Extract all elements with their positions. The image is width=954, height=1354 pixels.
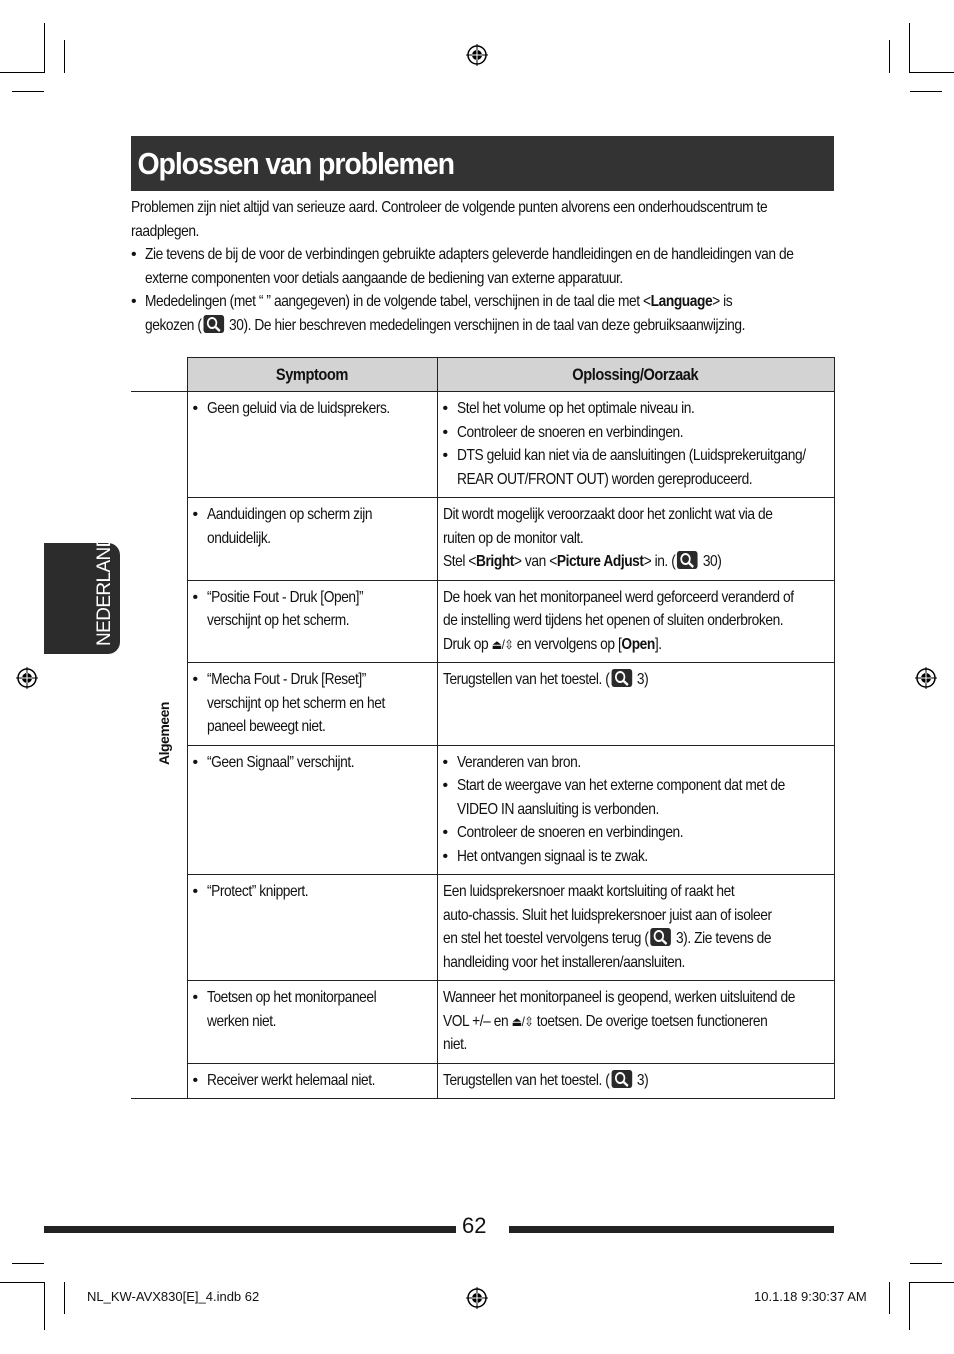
solution-text: De hoek van het monitorpaneel werd geforceerd veranderd of	[442, 588, 794, 606]
print-slug-date: 10.1.18 9:30:37 AM	[754, 1289, 867, 1304]
solution-text: Controleer de snoeren en verbindingen.	[456, 824, 683, 841]
table-row	[131, 875, 834, 981]
crop-mark	[910, 72, 954, 73]
category-label: Algemeen	[156, 702, 172, 765]
symptom-text: Aanduidingen op scherm zijn	[206, 506, 372, 523]
crop-mark	[909, 1282, 910, 1330]
troubleshooting-table	[131, 357, 835, 1099]
crop-mark	[909, 23, 910, 73]
solution-text: auto-chassis. Sluit het luidsprekersnoer juist aan of isoleer	[442, 906, 772, 924]
crop-mark	[0, 1282, 44, 1283]
crop-mark	[12, 1263, 44, 1264]
solution-text: DTS geluid kan niet via de aansluitingen (Luidsprekeruitgang/	[456, 447, 806, 464]
intro-bullet-text: 30). De hier beschreven mededelingen verschijnen in de taal van deze gebruiksaanwijzing.	[225, 316, 745, 334]
crop-mark	[889, 1282, 890, 1314]
solution-text: Veranderen van bron.	[456, 753, 581, 771]
solution-cell: • Veranderen van bron. • Start de weergave van het externe component dat met de VIDEO IN aansluiting is verbonden. • Controleer de snoeren en verbindingen. • Het ontvangen signaal is te zwak.	[437, 745, 834, 875]
registration-mark-icon	[466, 1287, 488, 1309]
crop-mark	[12, 91, 44, 92]
page-reference-icon	[203, 315, 224, 333]
solution-text: Dit wordt mogelijk veroorzaakt door het zonlicht wat via de	[442, 506, 773, 523]
crop-mark	[64, 1282, 65, 1314]
symptom-cell: • “Positie Fout - Druk [Open]” verschijnt op het scherm.	[187, 580, 437, 663]
symptom-text: “Geen Signaal” verschijnt.	[206, 753, 354, 771]
symptom-cell: • “Mecha Fout - Druk [Reset]” verschijnt op het scherm en het paneel beweegt niet.	[187, 663, 437, 746]
table-row	[131, 498, 834, 581]
solution-cell: Terugstellen van het toestel. ( 3)	[437, 663, 834, 746]
button-name: Open	[620, 635, 655, 653]
solution-text: Het ontvangen signaal is te zwak.	[456, 847, 648, 865]
title-bar	[131, 136, 834, 191]
solution-cell: Een luidsprekersnoer maakt kortsluiting of raakt het auto-chassis. Sluit het luidsprekersnoer juist aan of isoleer en stel het toestel vervolgens terug ( 3). Zie tevens de handleiding voor het installeren/aansluiten.	[437, 875, 834, 981]
registration-mark-icon	[466, 44, 488, 66]
solution-cell: Wanneer het monitorpaneel is geopend, werken uitsluitend de VOL +/– en ⏏/⇳ toetsen. De overige toetsen functioneren niet.	[437, 981, 834, 1064]
eject-tilt-icon: ⏏/⇳	[511, 1013, 533, 1029]
table-row	[131, 981, 834, 1064]
page-reference-icon	[677, 551, 698, 569]
intro-bullet-text: Mededelingen (met “ ” aangegeven) in de volgende tabel, verschijnen in de taal die met <	[145, 293, 651, 310]
crop-mark	[64, 40, 65, 73]
header-solution: Oplossing/Oorzaak	[437, 358, 834, 392]
symptom-cell: • Receiver werkt helemaal niet.	[187, 1063, 437, 1099]
symptom-text: “Protect” knippert.	[206, 883, 308, 900]
solution-text: ruiten op de monitor valt.	[442, 529, 583, 547]
solution-text: de instelling werd tijdens het openen of sluiten onderbroken.	[442, 612, 783, 629]
intro-bullet-text: > is	[712, 293, 733, 310]
table-row	[131, 745, 834, 875]
setting-name: Bright	[475, 553, 514, 570]
print-slug-file: NL_KW-AVX830[E]_4.indb 62	[87, 1289, 260, 1304]
symptom-text: paneel beweegt niet.	[206, 718, 325, 735]
category-cell	[131, 392, 187, 1099]
language-setting-name: Language	[650, 293, 713, 310]
registration-mark-icon	[915, 667, 937, 689]
solution-text: Controleer de snoeren en verbindingen.	[456, 423, 683, 441]
symptom-text: Geen geluid via de luidsprekers.	[206, 400, 390, 417]
crop-mark	[0, 72, 44, 73]
setting-name: Picture Adjust	[556, 553, 644, 570]
footer-rule-right	[509, 1226, 834, 1233]
crop-mark	[889, 40, 890, 73]
solution-text: REAR OUT/FRONT OUT) worden gereproduceerd.	[456, 470, 752, 488]
table-row	[131, 580, 834, 663]
intro	[131, 196, 951, 337]
symptom-text: “Positie Fout - Druk [Open]”	[206, 588, 363, 606]
intro-bullet-text: externe componenten voor detials aangaande de bediening van externe apparatuur.	[145, 269, 623, 287]
solution-text: niet.	[442, 1036, 467, 1053]
page-reference-icon	[650, 928, 671, 946]
symptom-text: onduidelijk.	[206, 529, 271, 547]
solution-cell: Dit wordt mogelijk veroorzaakt door het zonlicht wat via de ruiten op de monitor valt. Stel <Bright> van <Picture Adjust> in. ( 30)	[437, 498, 834, 581]
solution-cell: De hoek van het monitorpaneel werd geforceerd veranderd of de instelling werd tijdens het openen of sluiten onderbroken. Druk op ⏏/⇳ en vervolgens op [Open].	[437, 580, 834, 663]
symptom-text: werken niet.	[206, 1012, 276, 1030]
solution-text: Stel het volume op het optimale niveau in.	[456, 400, 694, 417]
language-side-tab	[44, 522, 120, 654]
crop-mark	[910, 91, 942, 92]
header-symptom: Symptoom	[187, 358, 437, 392]
page-reference-icon	[611, 1070, 632, 1088]
symptom-cell: • “Geen Signaal” verschijnt.	[187, 745, 437, 875]
solution-text: Een luidsprekersnoer maakt kortsluiting of raakt het	[442, 883, 734, 900]
intro-line: raadplegen.	[131, 222, 199, 240]
intro-line: Problemen zijn niet altijd van serieuze aard. Controleer de volgende punten alvorens een onderhoudscentrum te	[131, 199, 768, 216]
intro-bullet-text: Zie tevens de bij de voor de verbindingen gebruikte adapters geleverde handleidingen en de handleidingen van de	[145, 246, 794, 263]
symptom-text: “Mecha Fout - Druk [Reset]”	[206, 671, 366, 688]
symptom-cell: • Aanduidingen op scherm zijn onduidelijk.	[187, 498, 437, 581]
crop-mark	[910, 1282, 954, 1283]
crop-mark	[44, 23, 45, 73]
table-row	[131, 392, 834, 498]
symptom-cell: • Geen geluid via de luidsprekers.	[187, 392, 437, 498]
intro-bullet: • Zie tevens de bij de voor de verbindingen gebruikte adapters geleverde handleidingen en de handleidingen van de externe componenten voor detials aangaande de bediening van externe apparatuur.	[131, 243, 951, 290]
registration-mark-icon	[16, 667, 38, 689]
page-reference-icon	[611, 669, 632, 687]
solution-text: Start de weergave van het externe component dat met de	[456, 777, 785, 794]
table-row	[131, 1063, 834, 1099]
footer-rule-left	[44, 1226, 456, 1233]
page-number: 62	[462, 1213, 487, 1238]
page-title: Oplossen van problemen	[137, 146, 454, 181]
intro-bullet: • Mededelingen (met “ ” aangegeven) in de volgende tabel, verschijnen in de taal die met <Language> is gekozen ( 30). De hier beschreven mededelingen verschijnen in de taal van deze gebruiksaanwijzing.	[131, 293, 745, 334]
crop-mark	[44, 1282, 45, 1330]
language-tab-label: NEDERLANDS	[94, 522, 115, 646]
symptom-text: verschijnt op het scherm.	[206, 612, 349, 629]
solution-text: handleiding voor het installeren/aansluiten.	[442, 953, 685, 971]
solution-text: Wanneer het monitorpaneel is geopend, werken uitsluitend de	[442, 989, 795, 1006]
symptom-text: Toetsen op het monitorpaneel	[206, 989, 376, 1006]
solution-text: VIDEO IN aansluiting is verbonden.	[456, 800, 659, 818]
symptom-text: verschijnt op het scherm en het	[206, 694, 385, 712]
solution-cell: Terugstellen van het toestel. ( 3)	[437, 1063, 834, 1099]
eject-tilt-icon: ⏏/⇳	[491, 636, 513, 652]
intro-bullet-text: gekozen (	[145, 316, 202, 334]
header-blank	[131, 358, 187, 392]
symptom-text: Receiver werkt helemaal niet.	[206, 1071, 375, 1089]
crop-mark	[910, 1263, 942, 1264]
symptom-cell: • Toetsen op het monitorpaneel werken niet.	[187, 981, 437, 1064]
solution-cell: • Stel het volume op het optimale niveau in. • Controleer de snoeren en verbindingen. • DTS geluid kan niet via de aansluitingen (Luidsprekeruitgang/ REAR OUT/FRONT OUT) worden gereproduceerd.	[437, 392, 834, 498]
table-row	[131, 663, 834, 746]
table-header-row	[131, 358, 834, 392]
symptom-cell: • “Protect” knippert.	[187, 875, 437, 981]
